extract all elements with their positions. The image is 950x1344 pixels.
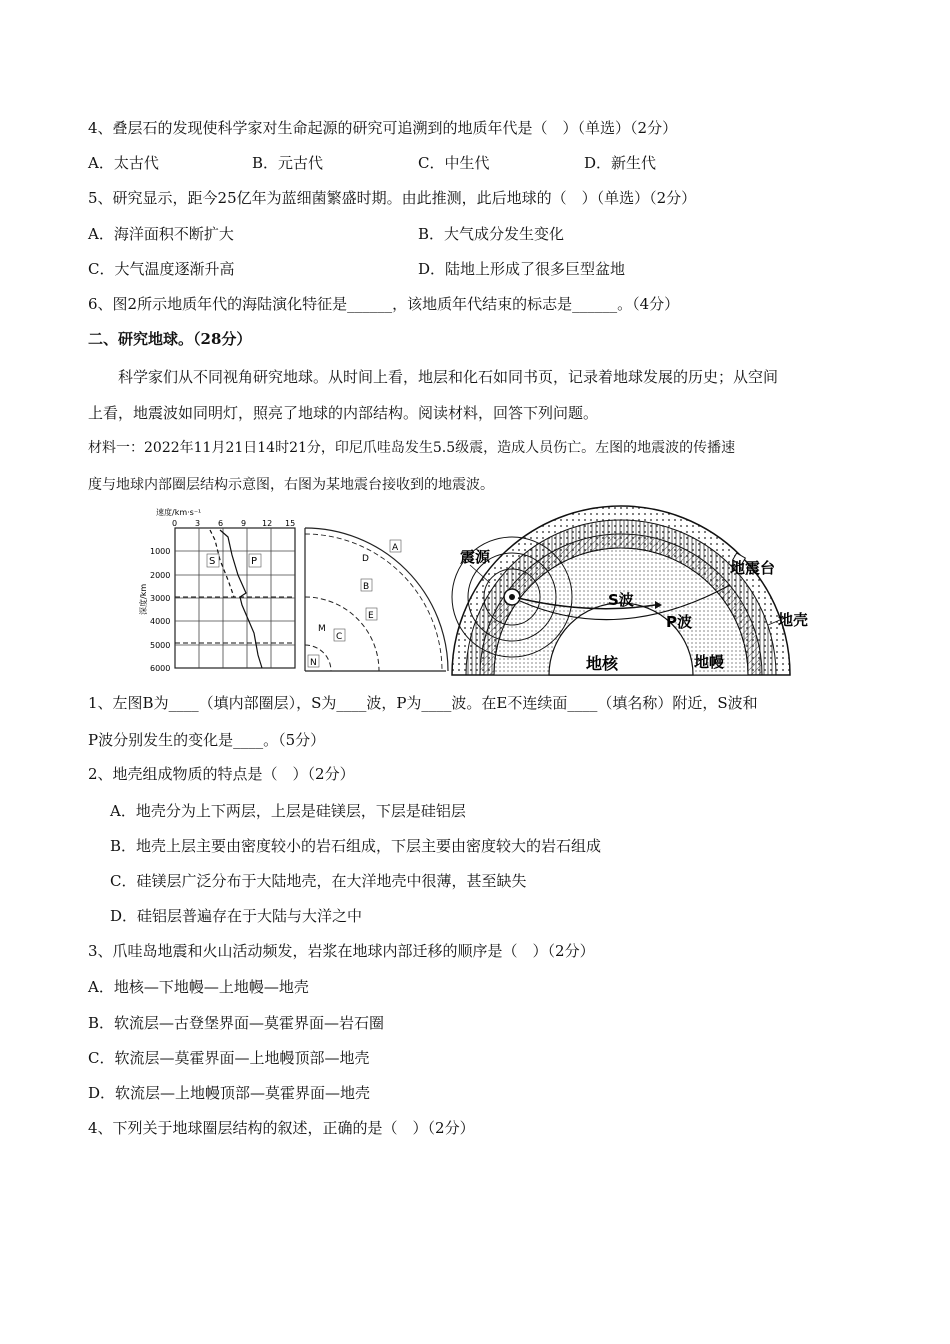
s2-question-1-line-2: P波分别发生的变化是____。（5分）: [88, 731, 326, 749]
s2-question-3-text: 3、爪哇岛地震和火山活动频发，岩浆在地球内部迁移的顺序是（ ）（2分）: [88, 942, 595, 960]
material-1-line-1: 材料一：2022年11月21日14时21分，印尼爪哇岛发生5.5级震，造成人员伤亡。左图的地震波的传播速: [88, 440, 736, 456]
y-tick-5000: 5000: [150, 641, 171, 650]
label-station: 地震台: [730, 559, 776, 577]
x-tick-9: 9: [241, 519, 247, 528]
x-tick-3: 3: [195, 519, 201, 528]
q5-option-b: B．大气成分发生变化: [418, 225, 565, 243]
label-p-wave: P波: [666, 613, 692, 631]
s2-q2-option-b: B．地壳上层主要由密度较小的岩石组成，下层主要由密度较大的岩石组成: [110, 837, 602, 855]
layer-label-e: E: [368, 611, 374, 621]
question-4-text: 4、叠层石的发现使科学家对生命起源的研究可追溯到的地质年代是（ ）（单选）（2分）: [88, 119, 678, 137]
label-crust: 地壳: [778, 611, 809, 629]
q5-option-a: A．海洋面积不断扩大: [88, 225, 234, 243]
s-curve-label: S: [209, 556, 216, 567]
s2-q2-option-a: A．地壳分为上下两层，上层是硅镁层，下层是硅铝层: [110, 802, 466, 820]
label-s-wave: S波: [608, 591, 634, 609]
y-tick-6000: 6000: [150, 664, 171, 673]
layer-label-b: B: [363, 582, 370, 592]
s2-question-1-line-1: 1、左图B为____（填内部圈层），S为____波，P为____波。在E不连续面____（填名称）附近，S波和: [88, 694, 758, 712]
label-mantle: 地幔: [694, 653, 725, 671]
s2-question-4-text: 4、下列关于地球圈层结构的叙述，正确的是（ ）（2分）: [88, 1119, 475, 1137]
layer-label-d: D: [362, 554, 369, 564]
x-tick-12: 12: [262, 519, 273, 528]
earth-layer-quarter-diagram: [305, 528, 448, 671]
p-curve-label: P: [251, 556, 258, 567]
s2-question-2-text: 2、地壳组成物质的特点是（ ）（2分）: [88, 765, 355, 783]
x-tick-6: 6: [218, 519, 224, 528]
s2-q3-option-c: C．软流层—莫霍界面—上地幔顶部—地壳: [88, 1049, 370, 1067]
s2-q2-option-c: C．硅镁层广泛分布于大陆地壳，在大洋地壳中很薄，甚至缺失: [110, 872, 527, 890]
question-6-text: 6、图2所示地质年代的海陆演化特征是______，该地质年代结束的标志是______。（4分）: [88, 295, 680, 313]
x-tick-15: 15: [285, 519, 296, 528]
depth-axis-label: 深度/km: [139, 583, 148, 615]
layer-label-m: M: [318, 624, 326, 634]
intro-line-1: 科学家们从不同视角研究地球。从时间上看，地层和化石如同书页，记录着地球发展的历史；从空间: [118, 368, 779, 386]
q5-option-d: D．陆地上形成了很多巨型盆地: [418, 260, 626, 278]
q4-option-c: C．中生代: [418, 154, 490, 172]
velocity-axis-title: 速度/km·s⁻¹: [156, 508, 202, 517]
seismic-wave-figure: [139, 505, 820, 680]
q5-option-c: C．大气温度逐渐升高: [88, 260, 235, 278]
s2-q2-option-d: D．硅铝层普遍存在于大陆与大洋之中: [110, 907, 363, 925]
section-2-heading: 二、研究地球。（28分）: [88, 330, 252, 348]
q4-option-d: D．新生代: [584, 154, 657, 172]
figure-svg: [139, 505, 820, 680]
layer-label-c: C: [336, 632, 343, 642]
y-tick-3000: 3000: [150, 594, 171, 603]
s2-q3-option-d: D．软流层—上地幔顶部—莫霍界面—地壳: [88, 1084, 371, 1102]
s2-q3-option-a: A．地核—下地幔—上地幔—地壳: [88, 978, 309, 996]
x-tick-0: 0: [172, 519, 178, 528]
material-1-line-2: 度与地球内部圈层结构示意图，右图为某地震台接收到的地震波。: [88, 477, 494, 493]
y-tick-1000: 1000: [150, 547, 171, 556]
s2-q3-option-b: B．软流层—古登堡界面—莫霍界面—岩石圈: [88, 1014, 385, 1032]
velocity-depth-chart: [138, 507, 295, 673]
q4-option-b: B．元古代: [252, 154, 324, 172]
question-5-text: 5、研究显示，距今25亿年为蓝细菌繁盛时期。由此推测，此后地球的（ ）（单选）（2分）: [88, 189, 697, 207]
label-core: 地核: [586, 654, 619, 673]
q4-option-a: A．太古代: [88, 154, 159, 172]
intro-line-2: 上看，地震波如同明灯，照亮了地球的内部结构。阅读材料，回答下列问题。: [88, 404, 599, 422]
label-source: 震源: [460, 548, 491, 566]
y-tick-2000: 2000: [150, 571, 171, 580]
y-tick-4000: 4000: [150, 617, 171, 626]
layer-label-n: N: [310, 658, 317, 668]
seismic-station-diagram: [452, 506, 808, 675]
layer-label-a: A: [392, 543, 399, 553]
